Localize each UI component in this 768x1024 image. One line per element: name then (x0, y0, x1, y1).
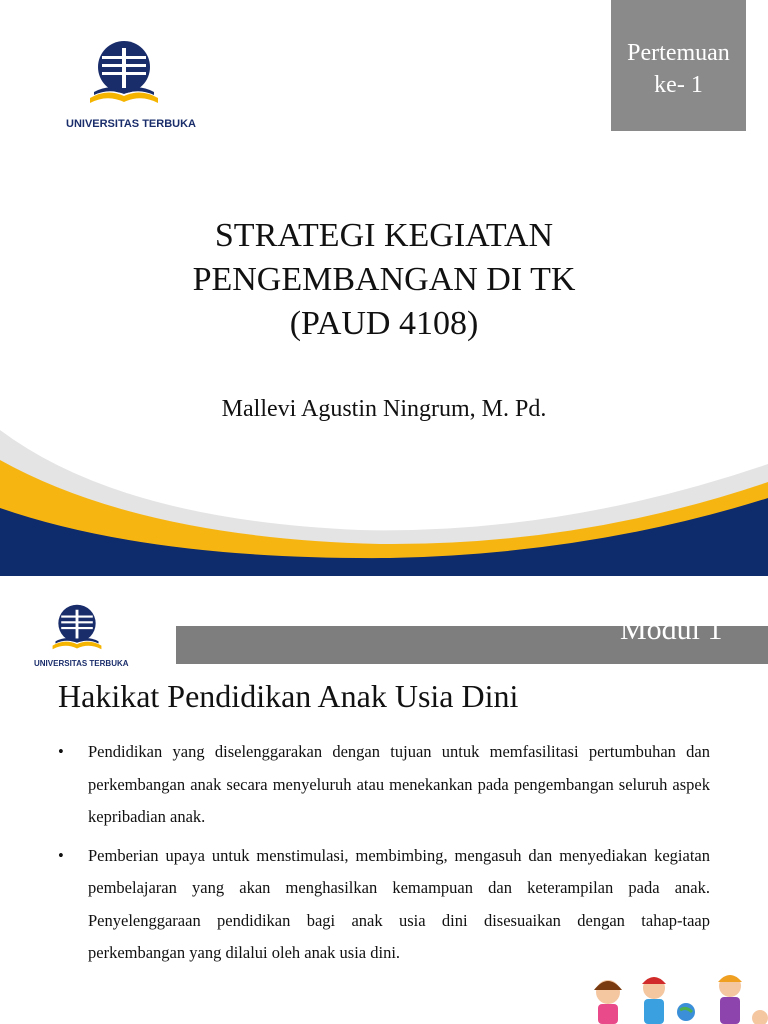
content-slide (0, 576, 768, 1024)
list-item (58, 840, 710, 970)
university-logo (62, 40, 196, 130)
list-item (58, 736, 710, 834)
module-label: Modul 1 (620, 613, 723, 646)
section-heading: Hakikat Pendidikan Anak Usia Dini (58, 678, 519, 714)
children-cartoon-icon (584, 972, 768, 1024)
bullet-list (58, 736, 710, 976)
logo-text: UNIVERSITAS TERBUKA (34, 659, 129, 668)
bullet-text: Pendidikan yang diselenggarakan dengan tujuan untuk memfasilitasi pertumbuhan dan perkembangan anak secara menyeluruh atau menekankan pada pengembangan seluruh aspek kepribadian anak. (88, 742, 710, 826)
decorative-wave (0, 420, 768, 576)
slide-title (120, 214, 648, 346)
bullet-icon: • (58, 845, 64, 865)
universitas-terbuka-logo-icon (32, 604, 122, 660)
title-line-3: (PAUD 4108) (289, 305, 479, 342)
meeting-badge (611, 0, 746, 131)
bullet-icon: • (58, 742, 64, 761)
logo-text: UNIVERSITAS TERBUKA (66, 118, 196, 130)
universitas-terbuka-logo-icon (62, 40, 186, 118)
meeting-line-2: ke- 1 (654, 72, 703, 98)
bullet-text: Pemberian upaya untuk menstimulasi, membimbing, mengasuh dan menyediakan kegiatan pembelajaran yang akan menghasilkan kemampuan dan keterampilan pada anak. Penyelenggaraan pendidikan bagi anak usia dini disesuaikan dengan tahap-taap perkembangan yang dilalui oleh anak usia dini. (88, 845, 710, 962)
title-line-2: PENGEMBANGAN DI TK (192, 261, 576, 298)
author-name: Mallevi Agustin Ningrum, M. Pd. (221, 396, 547, 422)
university-logo (32, 604, 129, 668)
meeting-line-1: Pertemuan (627, 40, 730, 66)
title-line-1: STRATEGI KEGIATAN (214, 217, 554, 254)
